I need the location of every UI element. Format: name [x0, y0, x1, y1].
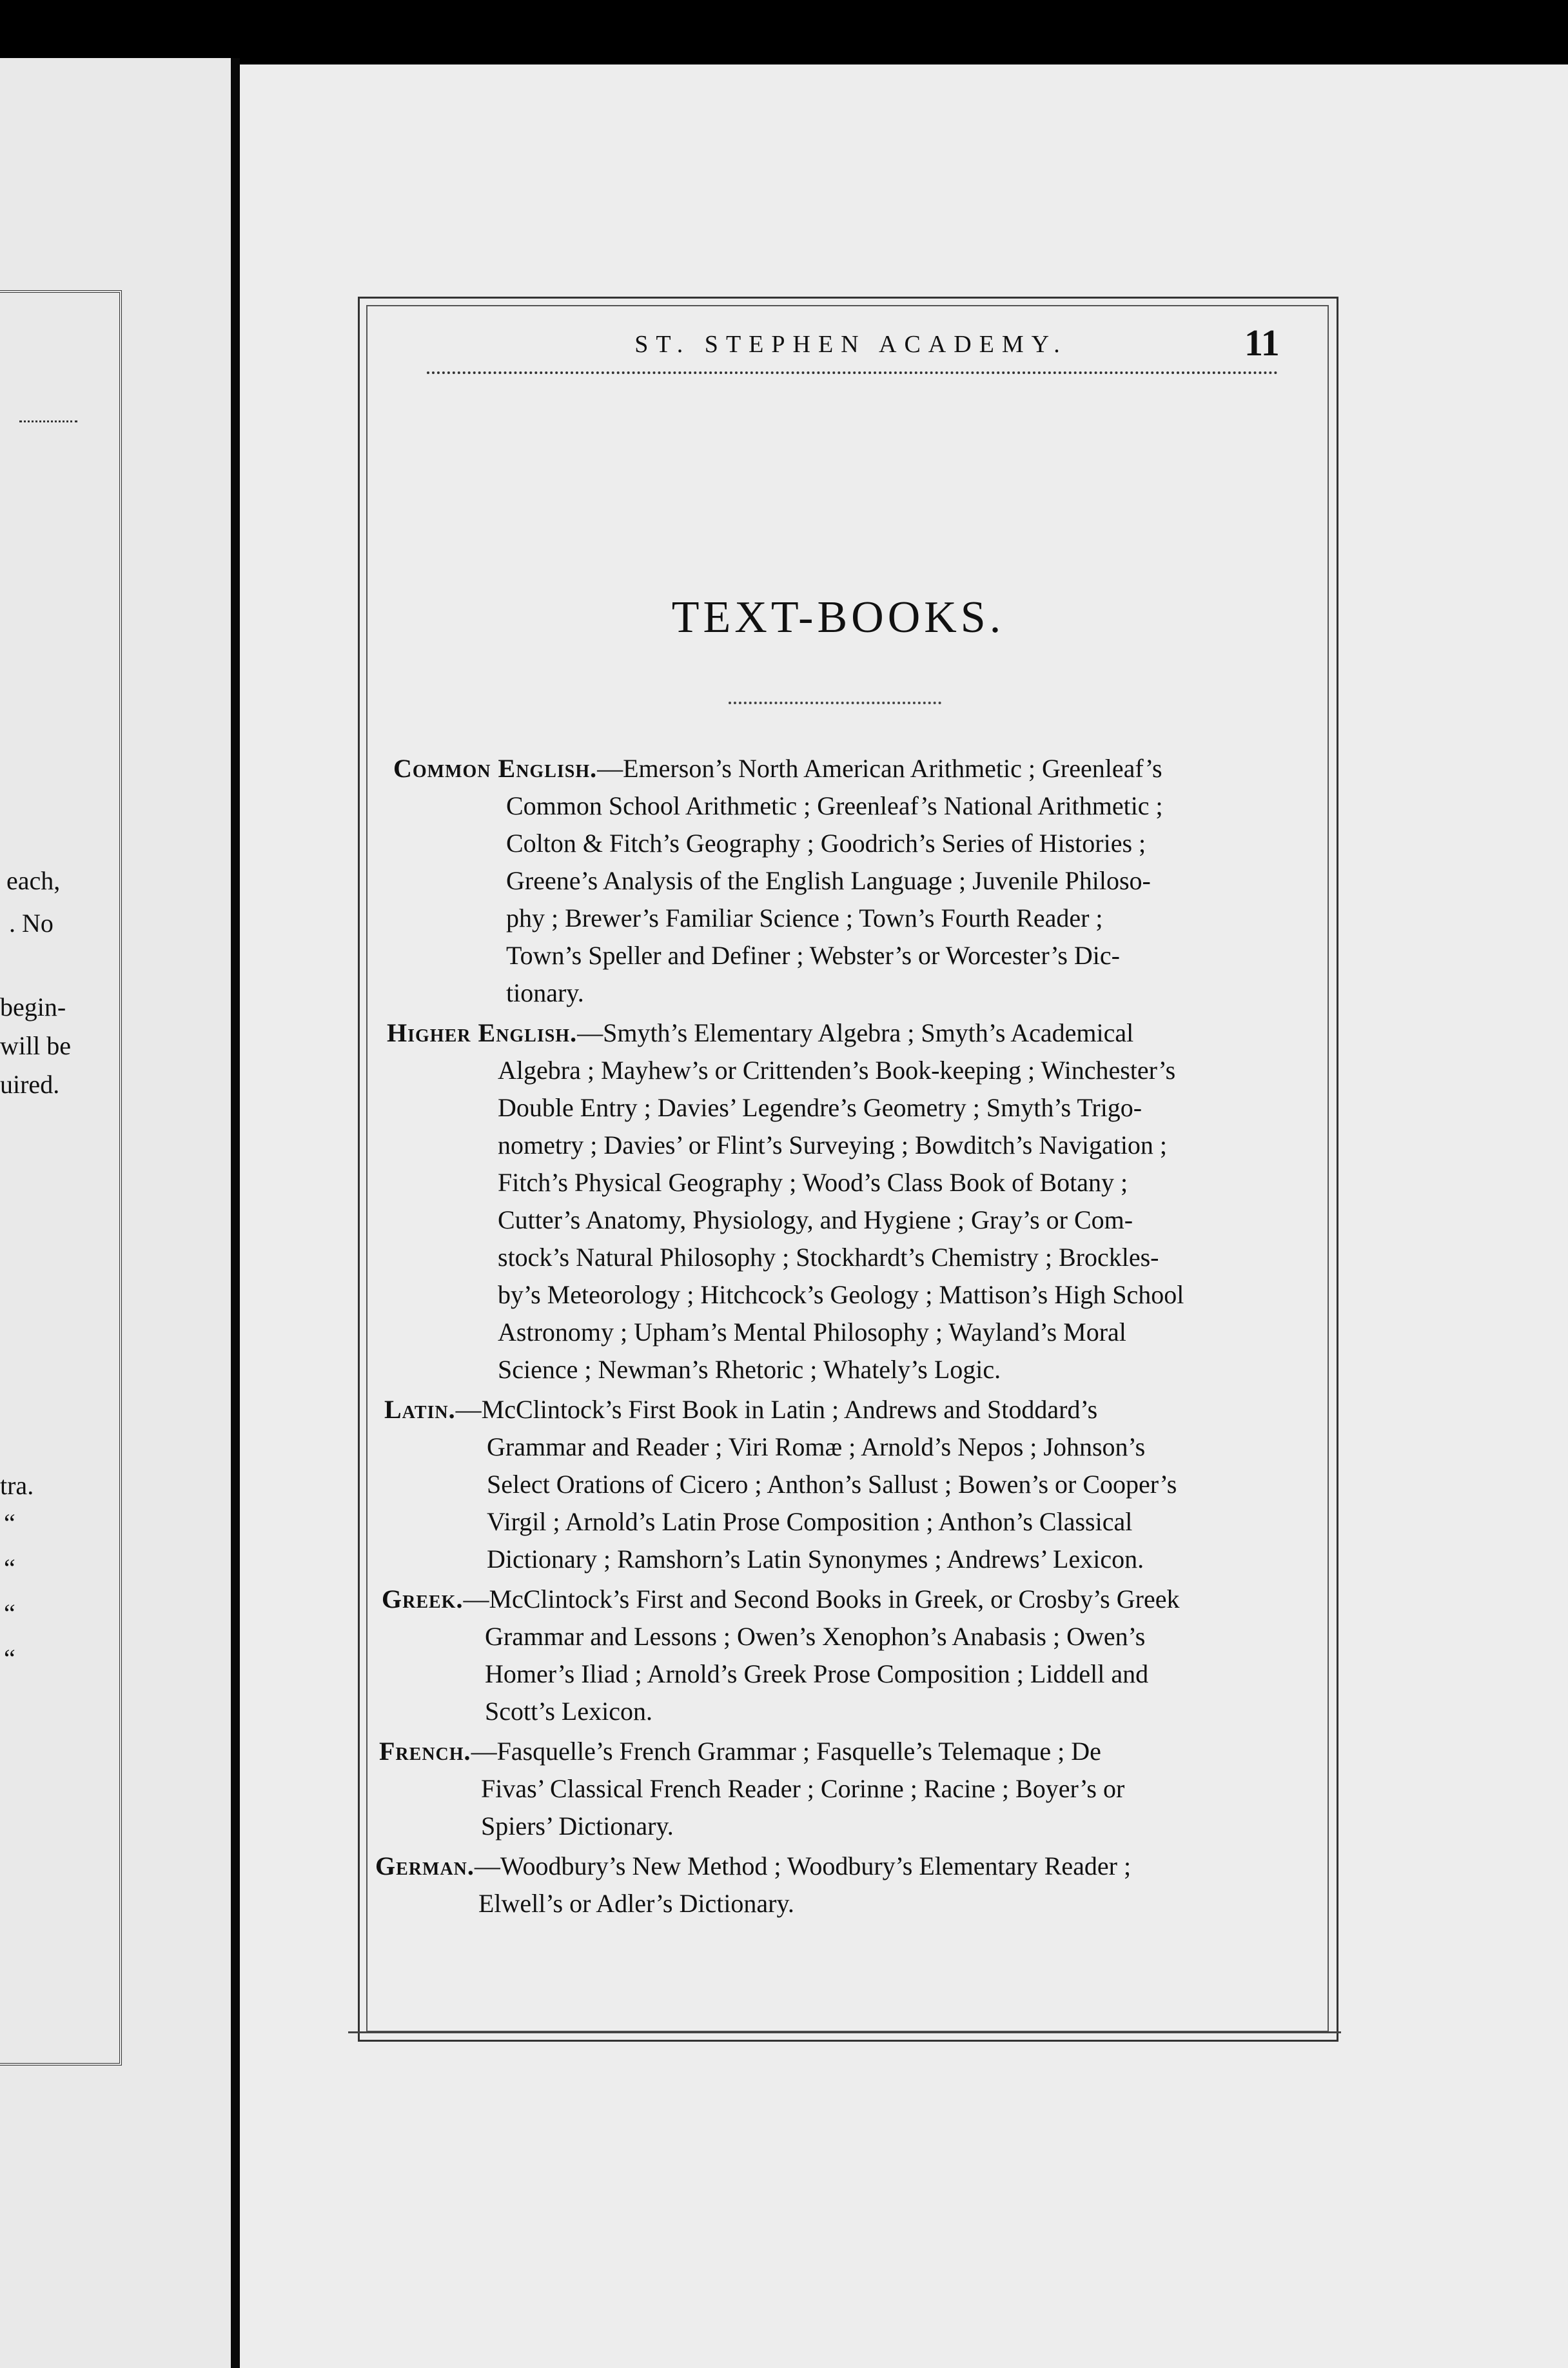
page-number: 11	[1244, 322, 1280, 364]
entry-line: Elwell’s or Adler’s Dictionary.	[478, 1889, 794, 1918]
left-page-line: uired.	[0, 1070, 60, 1099]
entry-label-greek: Greek.	[382, 1584, 464, 1613]
entry-line: by’s Meteorology ; Hitchcock’s Geology ; Mattison’s High School	[498, 1280, 1184, 1309]
left-page-ditto-mark: “	[4, 1599, 15, 1628]
entry-label-french: French.	[379, 1737, 471, 1766]
entry-line: phy ; Brewer’s Familiar Science ; Town’s Fourth Reader ;	[506, 903, 1103, 932]
left-page-ditto-mark: “	[4, 1554, 15, 1583]
entry-label-german: German.	[375, 1851, 475, 1880]
title-dotted-rule	[729, 702, 941, 704]
entry-line: Cutter’s Anatomy, Physiology, and Hygiene ; Gray’s or Com-	[498, 1205, 1133, 1234]
entry-text: —Emerson’s North American Arithmetic ; Greenleaf’s	[597, 754, 1162, 783]
left-page-line: tra.	[0, 1471, 34, 1500]
entry-line: Science ; Newman’s Rhetoric ; Whately’s Logic.	[498, 1355, 1001, 1384]
entry-first-line	[375, 1851, 1131, 1881]
entry-line: Greene’s Analysis of the English Language ; Juvenile Philoso-	[506, 866, 1151, 895]
entry-line: Virgil ; Arnold’s Latin Prose Composition ; Anthon’s Classical	[487, 1507, 1133, 1536]
entry-line: Common School Arithmetic ; Greenleaf’s National Arithmetic ;	[506, 791, 1163, 820]
entry-line: Grammar and Reader ; Viri Romæ ; Arnold’s Nepos ; Johnson’s	[487, 1432, 1146, 1461]
entry-text: —McClintock’s First Book in Latin ; Andrews and Stoddard’s	[455, 1395, 1098, 1424]
entry-line: Fitch’s Physical Geography ; Wood’s Class Book of Botany ;	[498, 1168, 1128, 1197]
entry-text: —McClintock’s First and Second Books in Greek, or Crosby’s Greek	[463, 1584, 1180, 1613]
entry-first-line	[382, 1584, 1179, 1614]
running-head: ST. STEPHEN ACADEMY.	[634, 331, 1068, 358]
entry-first-line	[379, 1736, 1101, 1766]
entry-line: Grammar and Lessons ; Owen’s Xenophon’s Anabasis ; Owen’s	[485, 1622, 1146, 1651]
left-page-frame	[0, 290, 122, 2066]
entry-first-line	[387, 1018, 1133, 1048]
entry-line: Fivas’ Classical French Reader ; Corinne ; Racine ; Boyer’s or	[481, 1774, 1125, 1803]
entry-line: stock’s Natural Philosophy ; Stockhardt’s Chemistry ; Brockles-	[498, 1243, 1159, 1272]
entry-label-common-english: Common English.	[393, 754, 598, 783]
entry-line: nometry ; Davies’ or Flint’s Surveying ; Bowditch’s Navigation ;	[498, 1130, 1168, 1159]
entry-line: Double Entry ; Davies’ Legendre’s Geometry ; Smyth’s Trigo-	[498, 1093, 1142, 1122]
entry-line: Select Orations of Cicero ; Anthon’s Sallust ; Bowen’s or Cooper’s	[487, 1470, 1177, 1499]
left-page-dotted-rule	[19, 420, 77, 422]
entry-text: —Woodbury’s New Method ; Woodbury’s Elementary Reader ;	[474, 1851, 1132, 1880]
entry-text: —Smyth’s Elementary Algebra ; Smyth’s Academical	[577, 1018, 1134, 1047]
bottom-rule	[348, 2031, 1341, 2033]
left-page-line: begin-	[0, 992, 66, 1021]
header-dotted-rule	[427, 371, 1278, 374]
entry-first-line	[384, 1394, 1097, 1425]
left-page-line: will be	[0, 1031, 71, 1060]
left-page-ditto-mark: “	[4, 1508, 15, 1537]
entry-text: —Fasquelle’s French Grammar ; Fasquelle’s Telemaque ; De	[471, 1737, 1101, 1766]
page-title: TEXT-BOOKS.	[671, 593, 1005, 642]
entry-line: Colton & Fitch’s Geography ; Goodrich’s Series of Histories ;	[506, 829, 1146, 858]
book-gutter	[231, 58, 240, 2368]
left-page-line: . No	[9, 909, 54, 938]
entry-label-higher-english: Higher English.	[387, 1018, 578, 1047]
entry-line: Algebra ; Mayhew’s or Crittenden’s Book-keeping ; Winchester’s	[498, 1056, 1176, 1085]
left-page-line: each,	[6, 866, 61, 895]
entry-line: Spiers’ Dictionary.	[481, 1811, 674, 1840]
entry-line: Astronomy ; Upham’s Mental Philosophy ; Wayland’s Moral	[498, 1317, 1126, 1347]
entry-line: Homer’s Iliad ; Arnold’s Greek Prose Composition ; Liddell and	[485, 1659, 1149, 1688]
entry-label-latin: Latin.	[384, 1395, 456, 1424]
entry-line: Scott’s Lexicon.	[485, 1697, 652, 1726]
left-page-ditto-mark: “	[4, 1644, 15, 1673]
entry-first-line	[393, 753, 1162, 784]
entry-line: tionary.	[506, 978, 584, 1007]
entry-line: Dictionary ; Ramshorn’s Latin Synonymes ; Andrews’ Lexicon.	[487, 1544, 1144, 1574]
left-page-fragment	[0, 58, 231, 2368]
entry-line: Town’s Speller and Definer ; Webster’s or Worcester’s Dic-	[506, 941, 1120, 970]
